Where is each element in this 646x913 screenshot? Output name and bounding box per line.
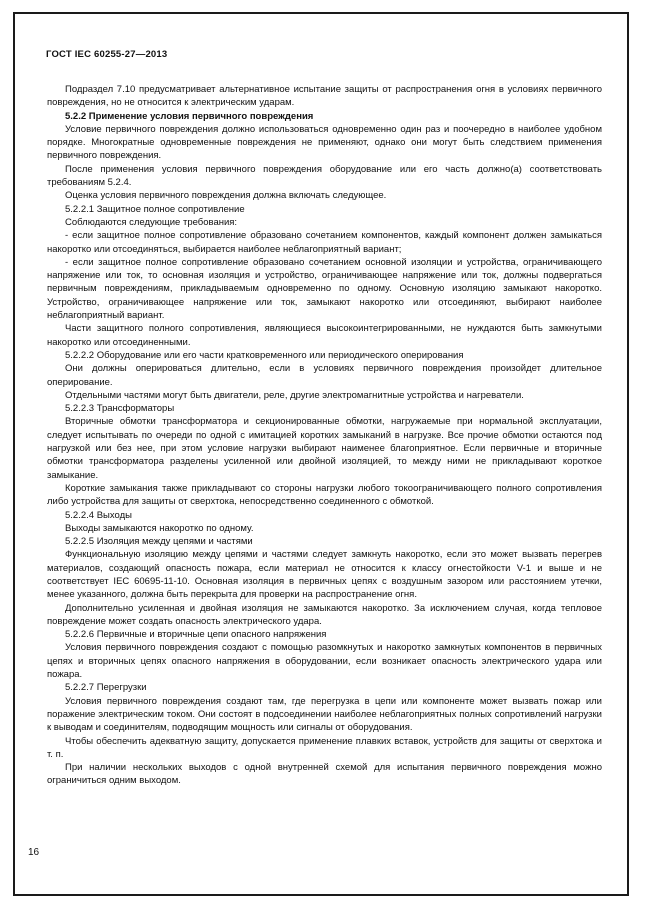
section-heading: 5.2.2 Применение условия первичного повреждения xyxy=(65,110,314,122)
paragraph: Дополнительно усиленная и двойная изоляция не замыкаются накоротко. За исключением случая, когда тепловое повреждение может создать опасность электрического удара. xyxy=(47,602,602,627)
paragraph: 5.2.2.3 Трансформаторы xyxy=(65,403,175,415)
paragraph: 5.2.2.6 Первичные и вторичные цепи опасного напряжения xyxy=(65,629,327,641)
paragraph: Условия первичного повреждения создают там, где перегрузка в цепи или компоненте может вызвать пожар или поражение электрическим током. Они состоят в подсоединении наиболее неблагоприятных полных сопротивлений нагрузки к выводам и соединителям, подводящим мощность или сигналы от оборудования. xyxy=(47,695,602,734)
paragraph: Части защитного полного сопротивления, являющиеся высокоинтегрированными, не нуждаются быть замкнутыми накоротко или отсоединенными. xyxy=(47,323,602,348)
paragraph: - если защитное полное сопротивление образовано сочетанием компонентов, каждый компонент должен замыкаться накоротко или отсоединяться, выбирается наиболее неблагоприятный вариант; xyxy=(47,230,602,255)
paragraph: Функциональную изоляцию между цепями и частями следует замкнуть накоротко, если это может вызвать перегрев материалов, создающий опасность пожара, если материал не относится к классу огнестойкости V-1 и выше и не соответствует IEC 60695-11-10. Основная изоляция в первичных цепях с воздушным зазором или расстоянием утечки, менее указанного, должна быть перекрыта для проверки на распространение огня. xyxy=(47,549,602,601)
paragraph: Короткие замыкания также прикладывают со стороны нагрузки любого токоограничивающего полного сопротивления либо устройства для защиты от сверхтока, непосредственно соединенного с обмоткой. xyxy=(47,482,602,508)
paragraph: При наличии нескольких выходов с одной внутренней схемой для испытания первичного повреждения можно ограничиться одним выходом. xyxy=(47,762,602,787)
paragraph: Соблюдаются следующие требования: xyxy=(65,216,238,228)
paragraph: - если защитное полное сопротивление образовано сочетанием основной изоляции и устройства, ограничивающего напряжение или ток, то основная изоляция и устройство, ограничивающее напряжение или ток, должны подвергаться первичным повреждениям, прикладываемым одновременно по одному. Основную изоляцию замыкают накоротко. Устройство, ограничивающее напряжение или ток, замыкают накоротко или отсоединяют, выбирают наиболее неблагоприятный вариант. xyxy=(47,256,602,322)
page-number: 16 xyxy=(28,847,40,858)
paragraph: 5.2.2.2 Оборудование или его части кратковременного или периодического оперирования xyxy=(65,349,464,361)
paragraph: Они должны оперироваться длительно, если в условиях первичного повреждения произойдет длительное оперирование. xyxy=(47,363,602,388)
paragraph: Условия первичного повреждения создают с помощью разомкнутых и накоротко замкнутых компонентов в первичных цепях и вторичных цепях опасного напряжения в оборудовании, если возникает опасность электрического удара или пожара. xyxy=(47,642,602,681)
paragraph: Отдельными частями могут быть двигатели, реле, другие электромагнитные устройства и нагреватели. xyxy=(65,389,524,401)
paragraph: 5.2.2.5 Изоляция между цепями и частями xyxy=(65,536,253,548)
document-body xyxy=(47,83,602,788)
document-header: ГОСТ IEC 60255-27—2013 xyxy=(46,49,168,60)
paragraph: Подраздел 7.10 предусматривает альтернативное испытание защиты от распространения огня в условиях первичного повреждения, но не относится к электрическим ударам. xyxy=(47,84,602,109)
paragraph: Выходы замыкаются накоротко по одному. xyxy=(65,522,254,534)
paragraph: 5.2.2.1 Защитное полное сопротивление xyxy=(65,203,245,215)
paragraph: Оценка условия первичного повреждения должна включать следующее. xyxy=(65,190,387,202)
paragraph: После применения условия первичного повреждения оборудование или его часть должно(а) соответствовать требованиям 5.2.4. xyxy=(47,163,602,189)
paragraph: Условие первичного повреждения должно использоваться одновременно один раз и поочередно в наиболее удобном порядке. Многократные одновременные повреждения не применяют, однако они могут быть следствием применения первичного повреждения. xyxy=(47,123,602,162)
paragraph: Вторичные обмотки трансформатора и секционированные обмотки, нагружаемые при нормальной эксплуатации, следует испытывать по очереди по одной с имитацией коротких замыканий в нагрузке. Все прочие обмотки остаются под нагрузкой или без нее, при этом условие нагрузки выбирают наименее благоприятное. Если первичные и вторичные обмотки трансформатора разделены усиленной или двойной изоляцией, то между ними не прикладывают короткое замыкание. xyxy=(47,416,602,481)
paragraph: 5.2.2.4 Выходы xyxy=(65,509,132,521)
paragraph: Чтобы обеспечить адекватную защиту, допускается применение плавких вставок, устройств для защиты от сверхтока и т. п. xyxy=(47,735,602,760)
paragraph: 5.2.2.7 Перегрузки xyxy=(65,682,147,694)
